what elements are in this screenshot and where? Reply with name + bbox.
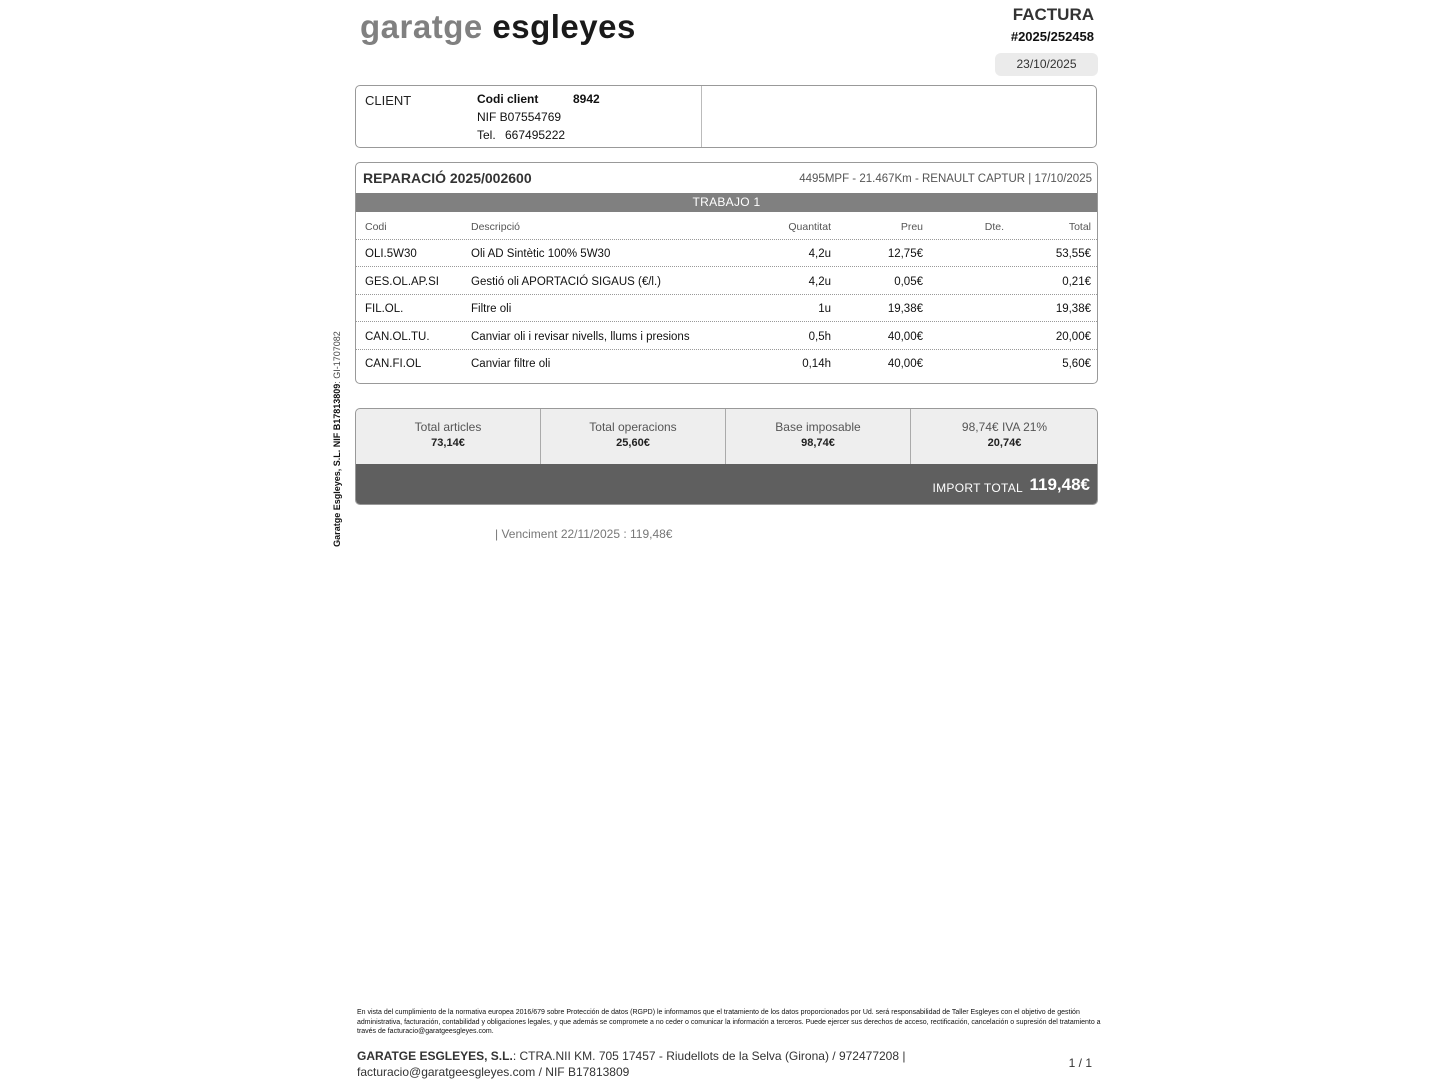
table-header <box>356 213 1097 240</box>
line-price: 40,00€ <box>887 331 923 343</box>
line-price: 40,00€ <box>887 358 923 370</box>
taxable-base-label: Base imposable <box>775 420 861 434</box>
repair-box <box>355 162 1098 384</box>
vertical-register: : GI-1707082 <box>332 331 342 384</box>
column-header-price: Preu <box>900 221 923 233</box>
line-total: 53,55€ <box>1055 248 1091 260</box>
line-code: FIL.OL. <box>365 303 404 315</box>
client-nif: NIF B07554769 <box>477 110 562 124</box>
taxable-base <box>726 409 911 464</box>
line-description: Oli AD Sintètic 100% 5W30 <box>471 248 611 260</box>
total-operations-value: 25,60€ <box>616 437 650 449</box>
client-tel-row <box>477 128 566 142</box>
grand-total-value: 119,48€ <box>1029 475 1090 494</box>
logo-part-esgleyes: esgleyes <box>492 8 636 45</box>
line-quantity: 4,2u <box>808 248 831 260</box>
total-operations <box>541 409 726 464</box>
line-price: 19,38€ <box>887 303 923 315</box>
job-title-bar: TRABAJO 1 <box>356 193 1097 212</box>
client-box-divider <box>701 86 702 147</box>
line-code: CAN.FI.OL <box>365 358 422 370</box>
invoice-date: 23/10/2025 <box>995 53 1098 76</box>
table-row <box>356 240 1097 267</box>
total-articles-value: 73,14€ <box>431 437 465 449</box>
line-description: Filtre oli <box>471 303 512 315</box>
line-total: 20,00€ <box>1055 331 1091 343</box>
taxable-base-value: 98,74€ <box>801 437 835 449</box>
line-quantity: 0,14h <box>802 358 831 370</box>
client-code-row <box>477 92 600 106</box>
totals-box <box>355 408 1098 505</box>
vehicle-info: 4495MPF - 21.467Km - RENAULT CAPTUR | 17/10/2025 <box>799 173 1092 185</box>
vertical-company-name: Garatge Esgleyes, S.L. NIF B17813809 <box>332 383 342 547</box>
client-tel-label: Tel. <box>477 128 496 142</box>
client-code-value: 8942 <box>573 92 600 106</box>
line-price: 0,05€ <box>894 276 923 288</box>
total-operations-label: Total operacions <box>589 420 677 434</box>
repair-title: REPARACIÓ 2025/002600 <box>363 170 532 186</box>
client-box <box>355 85 1097 148</box>
line-code: OLI.5W30 <box>365 248 417 260</box>
line-code: CAN.OL.TU. <box>365 331 430 343</box>
footer-address: : CTRA.NII KM. 705 17457 - Riudellots de la Selva (Girona) / 972477208 | <box>512 1049 906 1063</box>
client-code-label: Codi client <box>477 92 539 106</box>
line-quantity: 1u <box>818 303 831 315</box>
total-articles-label: Total articles <box>414 420 482 434</box>
table-row <box>356 350 1097 377</box>
column-header-total: Total <box>1068 221 1091 233</box>
line-total: 0,21€ <box>1062 276 1091 288</box>
vertical-company-info <box>332 331 342 547</box>
logo-part-garatge: garatge <box>360 8 483 45</box>
line-quantity: 4,2u <box>808 276 831 288</box>
footer-company: GARATGE ESGLEYES, S.L. <box>357 1049 513 1063</box>
client-label: CLIENT <box>365 93 412 108</box>
column-header-discount: Dte. <box>984 221 1004 233</box>
due-date: | Venciment 22/11/2025 : 119,48€ <box>495 527 673 541</box>
vat-label: 98,74€ IVA 21% <box>961 420 1048 434</box>
total-articles <box>356 409 541 464</box>
column-header-code: Codi <box>365 221 387 233</box>
grand-total-label: IMPORT TOTAL <box>932 481 1023 495</box>
line-description: Canviar oli i revisar nivells, llums i presions <box>471 331 690 343</box>
table-row <box>356 268 1097 295</box>
footer-line-1 <box>357 1048 917 1064</box>
line-total: 19,38€ <box>1055 303 1091 315</box>
line-total: 5,60€ <box>1062 358 1091 370</box>
table-row <box>356 295 1097 322</box>
grand-total-bar <box>356 464 1097 505</box>
line-code: GES.OL.AP.SI <box>365 276 439 288</box>
company-logo <box>360 8 636 46</box>
vat-value: 20,74€ <box>987 437 1022 449</box>
client-tel-value: 667495222 <box>505 128 566 142</box>
page-number: 1 / 1 <box>1068 1056 1092 1070</box>
table-row <box>356 323 1097 350</box>
line-description: Gestió oli APORTACIÓ SIGAUS (€/l.) <box>471 276 662 288</box>
line-quantity: 0,5h <box>808 331 831 343</box>
vat-total <box>912 409 1097 464</box>
privacy-notice: En vista del cumplimiento de la normativa europea 2016/679 sobre Protección de datos (RGPD) le informamos que el tratamiento de los datos proporcionados por Ud. será responsabilidad de Taller Esgleyes con el objetivo de gestión administrativa, facturación, contabilidad y obligaciones legales, y que además se compromete a no ceder o comunicar la información a terceros. Puede ejercer sus derechos de acceso, rectificación, cancelación o supresión del tratamiento a través de facturacio@garatgeesgleyes.com. <box>357 1009 1101 1035</box>
footer <box>357 1048 917 1080</box>
line-price: 12,75€ <box>887 248 923 260</box>
column-header-quantity: Quantitat <box>788 221 831 233</box>
document-type: FACTURA <box>1012 5 1094 24</box>
line-description: Canviar filtre oli <box>471 358 551 370</box>
footer-contact: facturacio@garatgeesgleyes.com / NIF B17813809 <box>357 1065 630 1079</box>
column-header-description: Descripció <box>471 221 521 233</box>
invoice-number: #2025/252458 <box>1010 29 1094 44</box>
